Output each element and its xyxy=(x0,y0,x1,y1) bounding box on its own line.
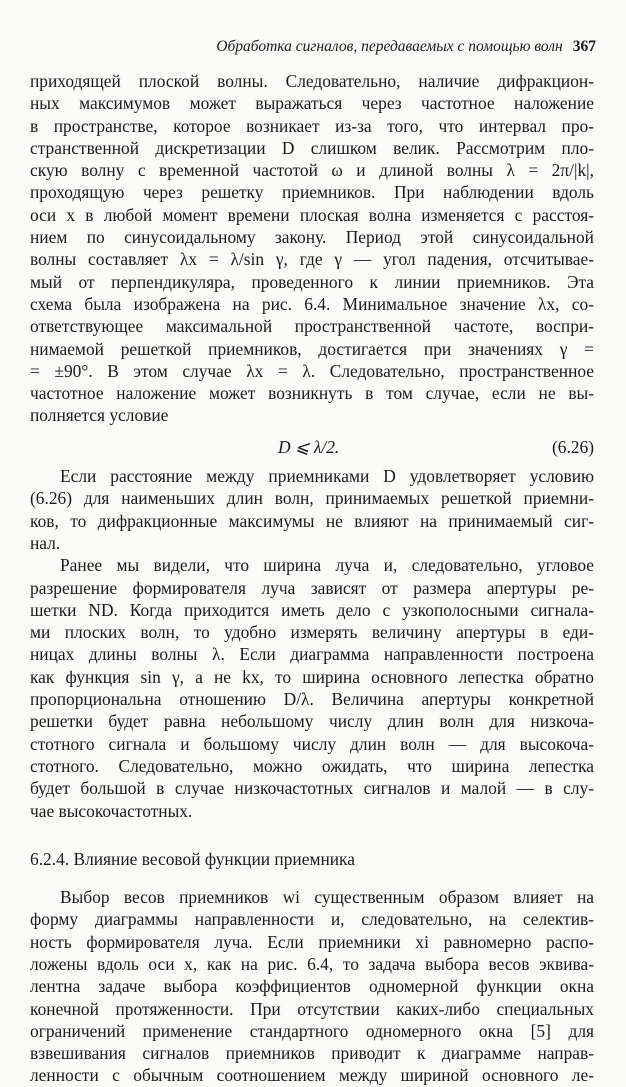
section-heading: 6.2.4. Влияние весовой функции приемника xyxy=(30,848,355,869)
text-line: Ранее мы видели, что ширина луча и, следовательно, угловое xyxy=(60,555,594,576)
text-line: в пространстве, которое возникает из-за того, что интервал про- xyxy=(30,115,594,136)
text-line: (6.26) для наименьших длин волн, принимаемых решеткой приемни- xyxy=(30,488,594,509)
text-line: чае высокочастотных. xyxy=(30,800,193,821)
paragraph-1 xyxy=(30,70,594,427)
text-line: нал. xyxy=(30,532,61,553)
text-line: стотного сигнала и большому числу длин волн — для высокоча- xyxy=(30,733,594,754)
text-line: как функция sin γ, а не kx, то ширина основного лепестка обратно xyxy=(30,666,594,687)
page-body xyxy=(30,70,594,1087)
text-line: ограничений применение стандартного одномерного окна [5] для xyxy=(30,1020,594,1041)
text-line: ных максимумов может выражаться через частотное наложение xyxy=(30,93,594,114)
text-line: пропорциональна отношению D/λ. Величина апертуры конкретной xyxy=(30,689,594,710)
text-line: схема была изображена на рис. 6.4. Минимальное значение λx, со- xyxy=(30,293,594,314)
text-line: взвешивания сигналов приемников приводит к диаграмме направ- xyxy=(30,1043,594,1064)
text-line: ложены вдоль оси x, как на рис. 6.4, то задача выбора весов эквива- xyxy=(30,953,594,974)
text-line: частотное наложение может возникнуть в том случае, если не вы- xyxy=(30,383,594,404)
text-line: ность формирователя луча. Если приемники xi равномерно распо- xyxy=(30,931,594,952)
text-line: волны составляет λx = λ/sin γ, где γ — угол падения, отсчитывае- xyxy=(30,249,594,270)
running-title: Обработка сигналов, передаваемых с помощью волн xyxy=(216,38,563,55)
equation-6-26 xyxy=(30,436,594,458)
text-line: нимаемой решеткой приемников, достигается при значениях γ = xyxy=(30,338,594,359)
text-line: шетки ND. Когда приходится иметь дело с узкополосными сигнала- xyxy=(30,599,594,620)
paragraph-4 xyxy=(30,886,594,1087)
equation-expression: D ⩽ λ/2. xyxy=(278,436,340,457)
text-line: оси x в любой момент времени плоская волна изменяется с расстоя- xyxy=(30,204,594,225)
text-line: странственной дискретизации D слишком велик. Рассмотрим пло- xyxy=(30,137,594,158)
text-line: ми плоских волн, то удобно измерять величину апертуры в еди- xyxy=(30,622,594,643)
text-line: скую волну с временной частотой ω и длиной волны λ = 2π/|k|, xyxy=(30,160,594,181)
text-line: ленности с обычным соотношением между шириной основного ле- xyxy=(30,1065,594,1086)
text-line: приходящей плоской волны. Следовательно, наличие дифракцион- xyxy=(30,71,594,91)
page-number: 367 xyxy=(572,38,596,55)
text-line: мый от перпендикуляра, проведенного к линии приемников. Эта xyxy=(30,271,594,292)
text-line: полняется условие xyxy=(30,405,169,426)
text-line: решетки будет равна небольшому числу длин волн для низкоча- xyxy=(30,711,594,732)
running-header xyxy=(30,38,596,56)
text-line: ков, то дифракционные максимумы не влияют на принимаемый сиг- xyxy=(30,510,594,531)
paragraph-3 xyxy=(30,554,594,822)
equation-number: (6.26) xyxy=(551,436,594,457)
text-line: разрешение формирователя луча зависят от размера апертуры ре- xyxy=(30,577,594,598)
text-line: конечной протяженности. При отсутствии каких-либо специальных xyxy=(30,998,594,1019)
text-line: ответствующее максимальной пространственной частоте, воспри- xyxy=(30,316,594,337)
text-line: Выбор весов приемников wi существенным образом влияет на xyxy=(60,887,594,908)
text-line: ницах длины волны λ. Если диаграмма направленности построена xyxy=(30,644,594,665)
text-line: стотного. Следовательно, можно ожидать, что ширина лепестка xyxy=(30,755,594,776)
text-line: форму диаграммы направленности и, следовательно, на селектив- xyxy=(30,909,594,930)
text-line: лентна задаче выбора коэффициентов одномерной функции окна xyxy=(30,976,594,997)
paragraph-2 xyxy=(30,465,594,554)
text-line: = ±90°. В этом случае λx = λ. Следовательно, пространственное xyxy=(30,360,594,381)
text-line: проходящую через решетку приемников. При наблюдении вдоль xyxy=(30,182,594,203)
text-line: будет большой в случае низкочастотных сигналов и малой — в слу- xyxy=(30,778,594,799)
text-line: нием по синусоидальному закону. Период этой синусоидальной xyxy=(30,227,594,248)
text-line: Если расстояние между приемниками D удовлетворяет условию xyxy=(60,466,594,487)
